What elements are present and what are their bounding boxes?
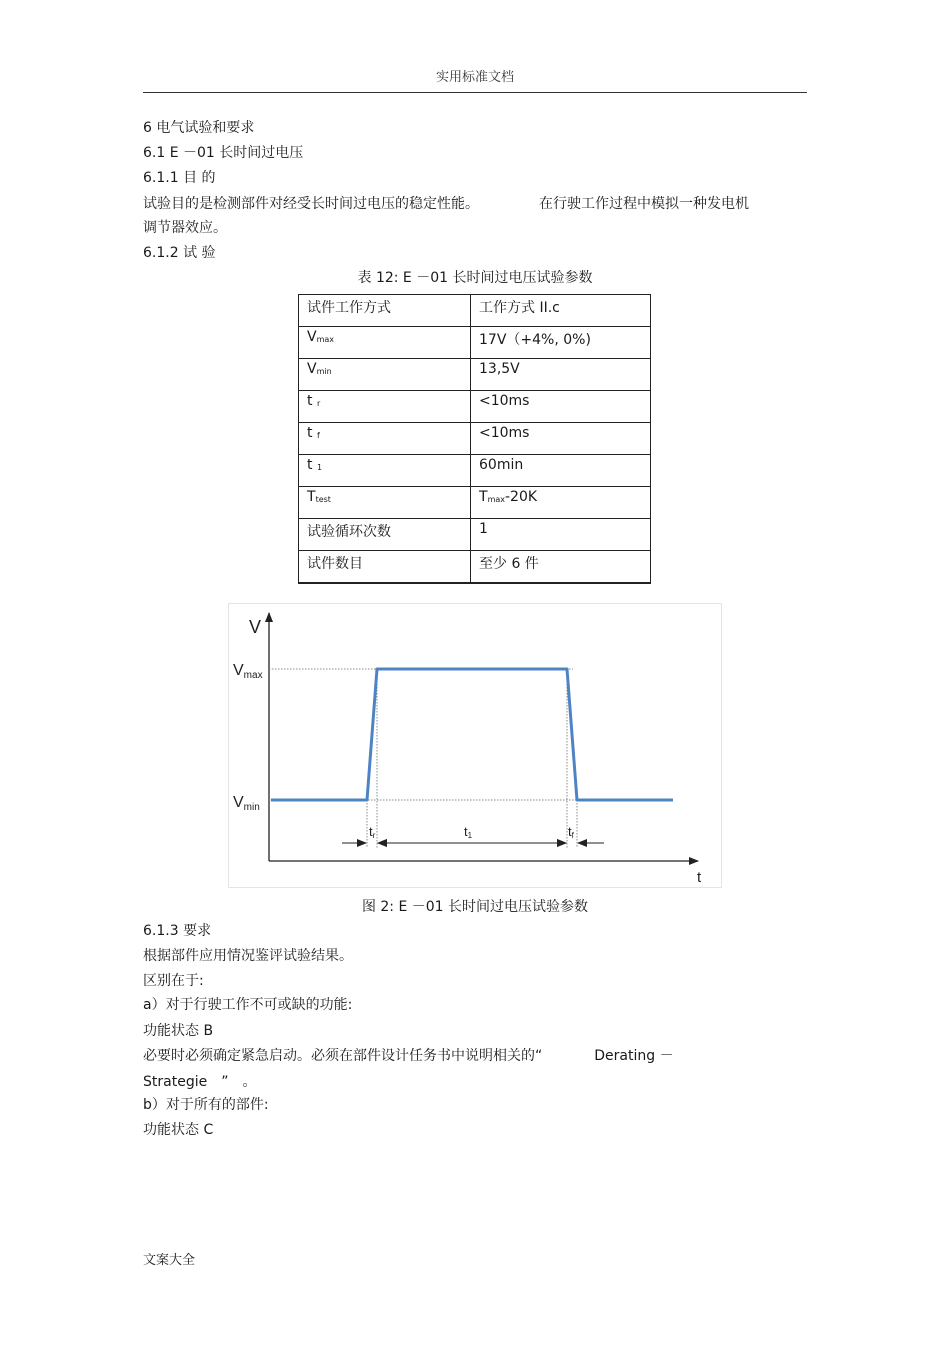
value-subscript: max	[487, 495, 505, 504]
value-cell	[471, 487, 651, 519]
derating-term: Derating －	[594, 1048, 674, 1064]
param-subscript: max	[316, 335, 335, 344]
param-cell	[299, 391, 471, 423]
vmax-subscript: max	[243, 670, 263, 681]
value-cell: 1	[471, 519, 651, 551]
table-row	[299, 359, 651, 391]
value-cell: <10ms	[471, 391, 651, 423]
table-row	[299, 487, 651, 519]
purpose-text-part-a: 试验目的是检测部件对经受长时间过电压的稳定性能。	[143, 196, 479, 212]
tf-subscript: f	[571, 831, 574, 840]
param-symbol: t	[307, 425, 313, 441]
strategie-term: Strategie	[143, 1074, 208, 1090]
y-axis-label: V	[249, 617, 262, 637]
vmin-subscript: min	[243, 802, 260, 813]
value-rest: -20K	[505, 489, 538, 505]
requirements-line-2: 区别在于:	[143, 973, 204, 989]
closing-quote: ”	[221, 1074, 229, 1090]
x-axis-label: t	[697, 869, 702, 886]
param-cell	[299, 487, 471, 519]
subsection-heading: 6.1 E －01 长时间过电压	[143, 145, 304, 161]
table-row	[299, 551, 651, 583]
requirements-line-3: a）对于行驶工作不可或缺的功能:	[143, 997, 353, 1013]
param-symbol: V	[307, 361, 317, 377]
purpose-text-line-2: 调节器效应。	[143, 220, 227, 236]
page-header	[143, 66, 807, 93]
page-footer: 文案大全	[143, 1253, 196, 1268]
param-cell	[299, 359, 471, 391]
parameter-table	[298, 294, 651, 584]
table-row	[299, 455, 651, 487]
value-cell: 工作方式 II.c	[471, 295, 651, 327]
param-symbol: T	[307, 489, 316, 505]
test-heading: 6.1.2 试 验	[143, 245, 216, 261]
param-cell	[299, 327, 471, 359]
value-cell: 60min	[471, 455, 651, 487]
param-subscript: r	[316, 399, 321, 408]
param-cell: 试验循环次数	[299, 519, 471, 551]
value-cell: <10ms	[471, 423, 651, 455]
tf-symbol: t	[568, 824, 572, 839]
figure-frame	[229, 604, 722, 888]
tr-subscript: r	[372, 831, 376, 840]
vmin-symbol: V	[233, 794, 244, 811]
header-title: 实用标准文档	[435, 70, 514, 85]
table-row	[299, 391, 651, 423]
param-cell	[299, 423, 471, 455]
tr-symbol: t	[369, 824, 373, 839]
t1-symbol: t	[464, 824, 468, 839]
param-subscript: f	[316, 431, 320, 440]
requirements-line-5	[143, 1046, 674, 1066]
requirements-line-5-text: 必要时必须确定紧急启动。必须在部件设计任务书中说明相关的“	[143, 1048, 543, 1064]
table-caption: 表 12: E －01 长时间过电压试验参数	[357, 270, 593, 286]
table-row	[299, 423, 651, 455]
table-row	[299, 327, 651, 359]
voltage-profile-figure	[228, 603, 722, 888]
vmax-symbol: V	[233, 662, 244, 679]
param-cell: 试件工作方式	[299, 295, 471, 327]
param-subscript: 1	[316, 463, 323, 472]
section-heading: 6 电气试验和要求	[143, 120, 255, 136]
requirements-line-8: 功能状态 C	[143, 1122, 214, 1138]
param-symbol: t	[307, 393, 313, 409]
requirements-line-1: 根据部件应用情况鉴评试验结果。	[143, 948, 353, 964]
purpose-heading: 6.1.1 目 的	[143, 170, 216, 186]
table-row	[299, 519, 651, 551]
table-row	[299, 295, 651, 327]
purpose-text-part-b: 在行驶工作过程中模拟一种发电机	[539, 196, 749, 212]
requirements-line-7: b）对于所有的部件:	[143, 1097, 269, 1113]
param-symbol: V	[307, 329, 317, 345]
param-cell: 试件数目	[299, 551, 471, 583]
value-cell: 13,5V	[471, 359, 651, 391]
t1-subscript: 1	[467, 831, 473, 840]
value-cell: 17V（+4%, 0%)	[471, 327, 651, 359]
param-subscript: min	[316, 367, 332, 376]
requirements-line-4: 功能状态 B	[143, 1023, 214, 1039]
requirements-heading: 6.1.3 要求	[143, 923, 212, 939]
purpose-text-line-1	[143, 194, 749, 214]
param-cell	[299, 455, 471, 487]
closing-period: 。	[242, 1074, 257, 1090]
param-subscript: test	[315, 495, 331, 504]
value-symbol: T	[479, 489, 488, 505]
requirements-line-6	[143, 1072, 256, 1092]
voltage-profile-diagram	[228, 603, 722, 888]
figure-caption: 图 2: E －01 长时间过电压试验参数	[361, 899, 589, 915]
param-symbol: t	[307, 457, 313, 473]
value-cell: 至少 6 件	[471, 551, 651, 583]
